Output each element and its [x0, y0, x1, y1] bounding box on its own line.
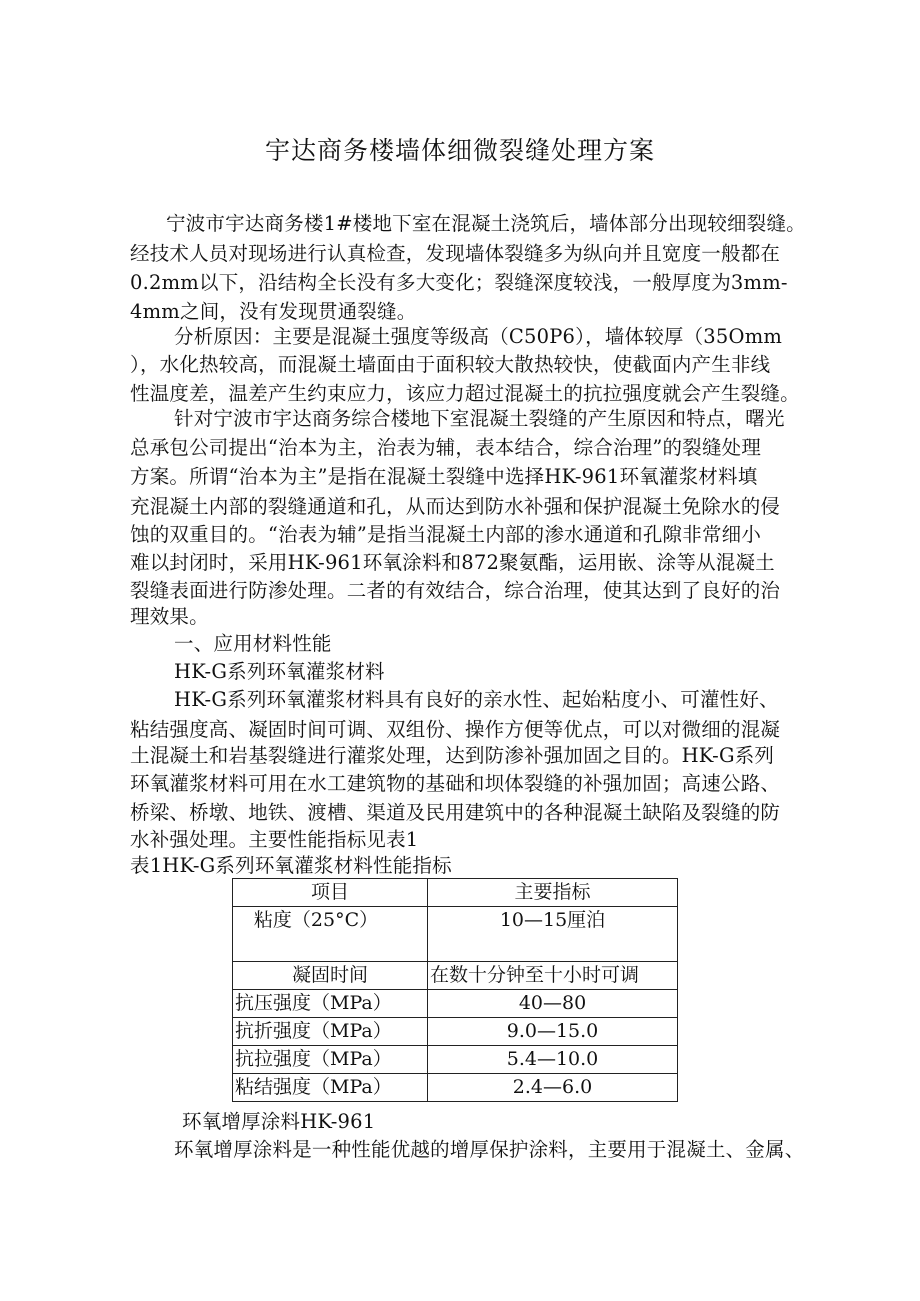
table-cell: 5.4—10.0 [428, 1046, 678, 1074]
table-row [233, 907, 678, 962]
paragraph-line: 经技术人员对现场进行认真检查，发现墙体裂缝多为纵向并且宽度一般都在 [130, 242, 781, 265]
table-cell: 粘结强度（MPa） [233, 1074, 428, 1102]
table-row [233, 962, 678, 990]
table-cell: 抗拉强度（MPa） [233, 1046, 428, 1074]
performance-table [232, 878, 678, 1102]
table-cell: 10—15厘泊 [428, 907, 678, 962]
page-title: 宇达商务楼墙体细微裂缝处理方案 [264, 136, 655, 165]
table-cell: 抗折强度（MPa） [233, 1018, 428, 1046]
table-row [233, 1074, 678, 1102]
paragraph-line: ），水化热较高，而混凝土墙面由于面积较大散热较快，使截面内产生非线 [130, 353, 771, 376]
table-header-cell: 主要指标 [428, 879, 678, 907]
paragraph-line: 充混凝土内部的裂缝通道和孔，从而达到防水补强和保护混凝土免除水的侵 [130, 495, 781, 518]
paragraph-line: 方案。所谓“治本为主”是指在混凝土裂缝中选择HK-961环氧灌浆材料填 [130, 465, 758, 488]
paragraph-line: 理效果。 [130, 605, 209, 628]
table-row [233, 990, 678, 1018]
table-cell: 2.4—6.0 [428, 1074, 678, 1102]
paragraph-line: 分析原因：主要是混凝土强度等级高（C50P6），墙体较厚（35Omm [174, 325, 783, 348]
paragraph-line: 水补强处理。主要性能指标见表1 [130, 828, 419, 851]
paragraph-line: 桥梁、桥墩、地铁、渡槽、渠道及民用建筑中的各种混凝土缺陷及裂缝的防 [130, 801, 781, 824]
paragraph-line: 难以封闭时，采用HK-961环氧涂料和872聚氨酯，运用嵌、涂等从混凝土 [130, 551, 775, 574]
paragraph-line: 宁波市宇达商务楼1#楼地下室在混凝土浇筑后，墙体部分出现较细裂缝。 [166, 212, 806, 235]
paragraph-line: 蚀的双重目的。“治表为辅”是指当混凝土内部的渗水通道和孔隙非常细小 [130, 523, 762, 546]
table-cell: 40—80 [428, 990, 678, 1018]
table-cell: 9.0—15.0 [428, 1018, 678, 1046]
table-caption: 表1HK-G系列环氧灌浆材料性能指标 [130, 854, 452, 877]
table-header-cell: 项目 [233, 879, 428, 907]
table-row [233, 1018, 678, 1046]
subsection-heading: 环氧增厚涂料HK-961 [182, 1110, 376, 1133]
paragraph-line: 针对宁波市宇达商务综合楼地下室混凝土裂缝的产生原因和特点，曙光 [174, 407, 785, 430]
table-row [233, 1046, 678, 1074]
paragraph-line: 0.2mm以下，沿结构全长没有多大变化；裂缝深度较浅，一般厚度为3mm- [130, 271, 788, 294]
paragraph-line: 总承包公司提出“治本为主，治表为辅，表本结合，综合治理”的裂缝处理 [130, 436, 762, 459]
table-cell: 凝固时间 [233, 962, 428, 990]
table-header-row [233, 879, 678, 907]
subsection-heading: HK-G系列环氧灌浆材料 [174, 660, 385, 683]
paragraph-line: 土混凝土和岩基裂缝进行灌浆处理，达到防渗补强加固之目的。HK-G系列 [130, 744, 775, 767]
paragraph-line: 裂缝表面进行防渗处理。二者的有效结合，综合治理，使其达到了良好的治 [130, 579, 781, 602]
paragraph-line: 性温度差，温差产生约束应力，该应力超过混凝土的抗拉强度就会产生裂缝。 [130, 382, 800, 405]
paragraph-line: 4mm之间，没有发现贯通裂缝。 [130, 300, 417, 323]
table-cell: 粘度（25°C） [233, 907, 428, 962]
table-cell: 抗压强度（MPa） [233, 990, 428, 1018]
paragraph-line: 环氧灌浆材料可用在水工建筑物的基础和坝体裂缝的补强加固；高速公路、 [130, 772, 781, 795]
table-cell: 在数十分钟至十小时可调 [428, 962, 678, 990]
paragraph-line: 环氧增厚涂料是一种性能优越的增厚保护涂料，主要用于混凝土、金属、 [174, 1138, 805, 1161]
paragraph-line: 粘结强度高、凝固时间可调、双组份、操作方便等优点，可以对微细的混凝 [130, 718, 781, 741]
paragraph-line: HK-G系列环氧灌浆材料具有良好的亲水性、起始粘度小、可灌性好、 [174, 688, 779, 711]
section-heading: 一、应用材料性能 [174, 632, 332, 655]
